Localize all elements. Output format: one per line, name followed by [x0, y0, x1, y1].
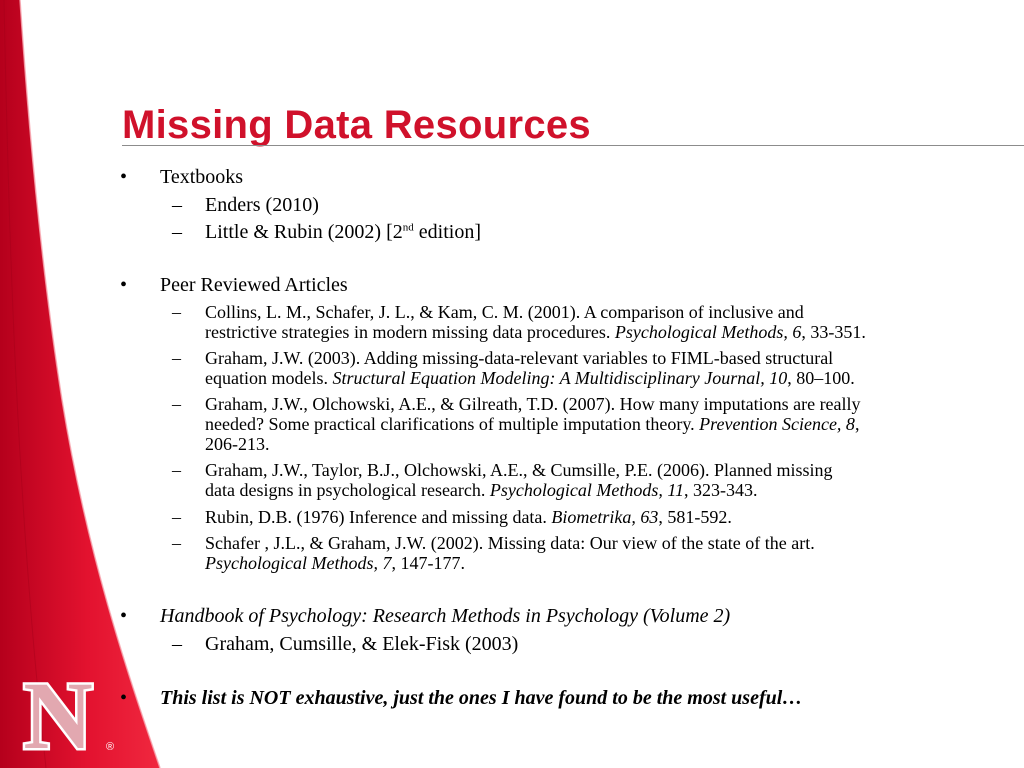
dash-marker: – [172, 221, 182, 243]
article-schafer: – Schafer , J.L., & Graham, J.W. (2002). Missing data: Our view of the state of the art. Psychological Methods, 7, 147-177. [172, 533, 815, 573]
textbook-enders [172, 193, 992, 217]
textbook-little-rubin [172, 220, 992, 244]
article-graham-2003: – Graham, J.W. (2003). Adding missing-data-relevant variables to FIML-based structural equation models. Structural Equation Modeling: A Multidisciplinary Journal, 10, 80–100. [172, 348, 855, 388]
textbook-enders-text: Enders (2010) [205, 194, 319, 216]
handbook-item [172, 632, 992, 656]
textbooks-heading: Textbooks [160, 166, 244, 188]
registered-mark: ® [106, 741, 115, 753]
bullet-marker: • [120, 605, 128, 627]
textbook-little-rubin-text: Little & Rubin (2002) [2nd edition] [205, 221, 481, 243]
university-n-logo [10, 668, 120, 758]
dash-marker: – [172, 460, 181, 480]
logo-letter: N [23, 668, 93, 758]
handbook-item-text: Graham, Cumsille, & Elek-Fisk (2003) [205, 633, 519, 655]
dash-marker: – [172, 302, 181, 322]
bullet-marker: • [120, 274, 128, 296]
dash-marker: – [172, 194, 182, 216]
article-graham-2007: – Graham, J.W., Olchowski, A.E., & Gilreath, T.D. (2007). How many imputations are really needed? Some practical clarifications of multiple imputation theory. Prevention Science, 8, 206-213. [172, 394, 861, 454]
dash-marker: – [172, 348, 181, 368]
article-collins: – Collins, L. M., Schafer, J. L., & Kam, C. M. (2001). A comparison of inclusive and restrictive strategies in modern missing data procedures. Psychological Methods, 6, 33-351. [172, 302, 866, 342]
article-rubin: – Rubin, D.B. (1976) Inference and missing data. Biometrika, 63, 581-592. [172, 507, 732, 527]
dash-marker: – [172, 507, 181, 527]
note-text: This list is NOT exhaustive, just the ones I have found to be the most useful… [160, 687, 803, 709]
dash-marker: – [172, 394, 181, 414]
slide-title: Missing Data Resources [122, 103, 591, 147]
handbook-heading: Handbook of Psychology: Research Methods in Psychology (Volume 2) [160, 605, 731, 627]
dash-marker: – [172, 533, 181, 553]
articles-heading: Peer Reviewed Articles [160, 274, 348, 296]
bullet-marker: • [120, 687, 128, 709]
article-graham-2006: – Graham, J.W., Taylor, B.J., Olchowski, A.E., & Cumsille, P.E. (2006). Planned missing data designs in psychological research. Psychological Methods, 11, 323-343. [172, 460, 833, 500]
dash-marker: – [172, 633, 182, 655]
bullet-marker: • [120, 166, 128, 188]
